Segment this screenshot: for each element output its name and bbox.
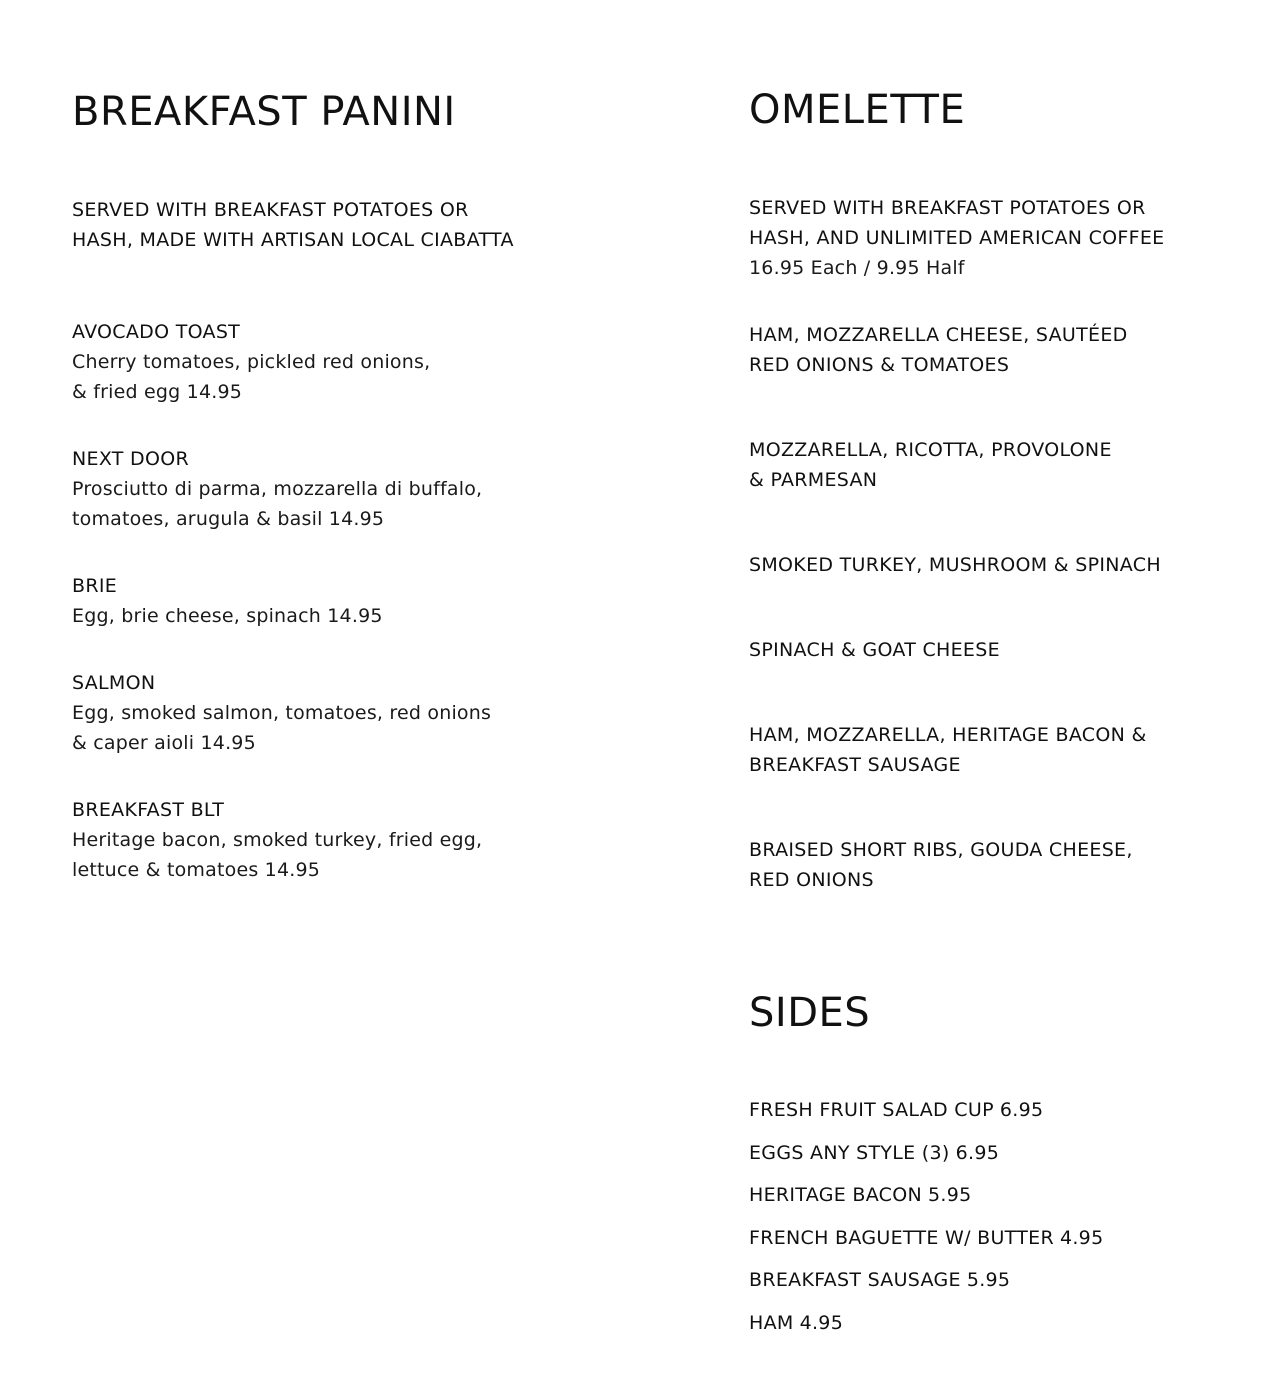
omelette-item-line: BRAISED SHORT RIBS, GOUDA CHEESE, xyxy=(749,839,1133,861)
sides-title: SIDES xyxy=(749,990,871,1036)
menu-item-breakfast-blt xyxy=(72,795,482,885)
menu-item-brie xyxy=(72,571,383,631)
omelette-item xyxy=(749,320,1128,380)
side-item xyxy=(749,1223,1103,1266)
omelette-item xyxy=(749,720,1147,780)
omelette-item-line: HAM, MOZZARELLA, HERITAGE BACON & xyxy=(749,724,1147,746)
menu-item-desc: Egg, brie cheese, spinach 14.95 xyxy=(72,605,383,627)
menu-item-avocado-toast xyxy=(72,317,430,407)
side-item xyxy=(749,1138,1103,1181)
menu-item-name: AVOCADO TOAST xyxy=(72,321,241,343)
sides-list xyxy=(749,1095,1103,1351)
menu-item-desc: & fried egg 14.95 xyxy=(72,381,243,403)
menu-item-desc: Egg, smoked salmon, tomatoes, red onions xyxy=(72,702,492,724)
side-item-price: 5.95 xyxy=(966,1269,1011,1292)
panini-intro xyxy=(72,195,514,255)
omelette-item-line: SMOKED TURKEY, MUSHROOM & SPINACH xyxy=(749,554,1161,576)
menu-item-salmon xyxy=(72,668,491,758)
side-item-price: 6.95 xyxy=(955,1141,1000,1164)
side-item-price: 4.95 xyxy=(1059,1226,1104,1249)
omelette-item xyxy=(749,550,1161,580)
side-item-name: EGGS ANY STYLE (3) xyxy=(749,1141,950,1164)
omelette-item xyxy=(749,435,1112,495)
menu-item-name: BRIE xyxy=(72,575,118,597)
side-item-name: HERITAGE BACON xyxy=(749,1184,922,1207)
panini-intro-line1: SERVED WITH BREAKFAST POTATOES OR xyxy=(72,199,469,221)
omelette-title: OMELETTE xyxy=(749,87,966,133)
panini-title: BREAKFAST PANINI xyxy=(72,89,456,135)
side-item-name: FRESH FRUIT SALAD CUP xyxy=(749,1099,994,1121)
side-item-name: BREAKFAST SAUSAGE xyxy=(749,1269,961,1292)
menu-item-desc: Cherry tomatoes, pickled red onions, xyxy=(72,351,431,373)
menu-item-desc: lettuce & tomatoes 14.95 xyxy=(72,859,321,881)
menu-item-name: SALMON xyxy=(72,672,156,694)
omelette-item-line: RED ONIONS & TOMATOES xyxy=(749,354,1010,376)
menu-item-desc: tomatoes, arugula & basil 14.95 xyxy=(72,508,385,530)
side-item-name: FRENCH BAGUETTE W/ BUTTER xyxy=(749,1226,1054,1249)
omelette-item-line: SPINACH & GOAT CHEESE xyxy=(749,639,1000,661)
omelette-item-line: RED ONIONS xyxy=(749,869,874,891)
menu-item-desc: Heritage bacon, smoked turkey, fried egg, xyxy=(72,829,483,851)
omelette-intro xyxy=(749,193,1164,283)
side-item xyxy=(749,1095,1103,1138)
side-item-price: 6.95 xyxy=(999,1099,1044,1121)
menu-item-desc: Prosciutto di parma, mozzarella di buffalo, xyxy=(72,478,483,500)
omelette-item-line: BREAKFAST SAUSAGE xyxy=(749,754,961,776)
menu-item-name: NEXT DOOR xyxy=(72,448,189,470)
menu-item-name: BREAKFAST BLT xyxy=(72,799,225,821)
side-item xyxy=(749,1180,1103,1223)
omelette-price-note: 16.95 Each / 9.95 Half xyxy=(749,257,965,279)
omelette-item-line: MOZZARELLA, RICOTTA, PROVOLONE xyxy=(749,439,1112,461)
omelette-intro-line1: SERVED WITH BREAKFAST POTATOES OR xyxy=(749,197,1146,219)
side-item xyxy=(749,1308,1103,1351)
omelette-item xyxy=(749,635,1000,665)
menu-item-desc: & caper aioli 14.95 xyxy=(72,732,256,754)
omelette-item-line: HAM, MOZZARELLA CHEESE, SAUTÉED xyxy=(749,324,1128,346)
menu-item-next-door xyxy=(72,444,482,534)
side-item-name: HAM xyxy=(749,1311,794,1334)
omelette-intro-line2: HASH, AND UNLIMITED AMERICAN COFFEE xyxy=(749,227,1165,249)
omelette-item xyxy=(749,835,1133,895)
omelette-item-line: & PARMESAN xyxy=(749,469,878,491)
side-item xyxy=(749,1265,1103,1308)
side-item-price: 4.95 xyxy=(799,1311,844,1334)
panini-intro-line2: HASH, MADE WITH ARTISAN LOCAL CIABATTA xyxy=(72,229,514,251)
side-item-price: 5.95 xyxy=(928,1184,972,1207)
